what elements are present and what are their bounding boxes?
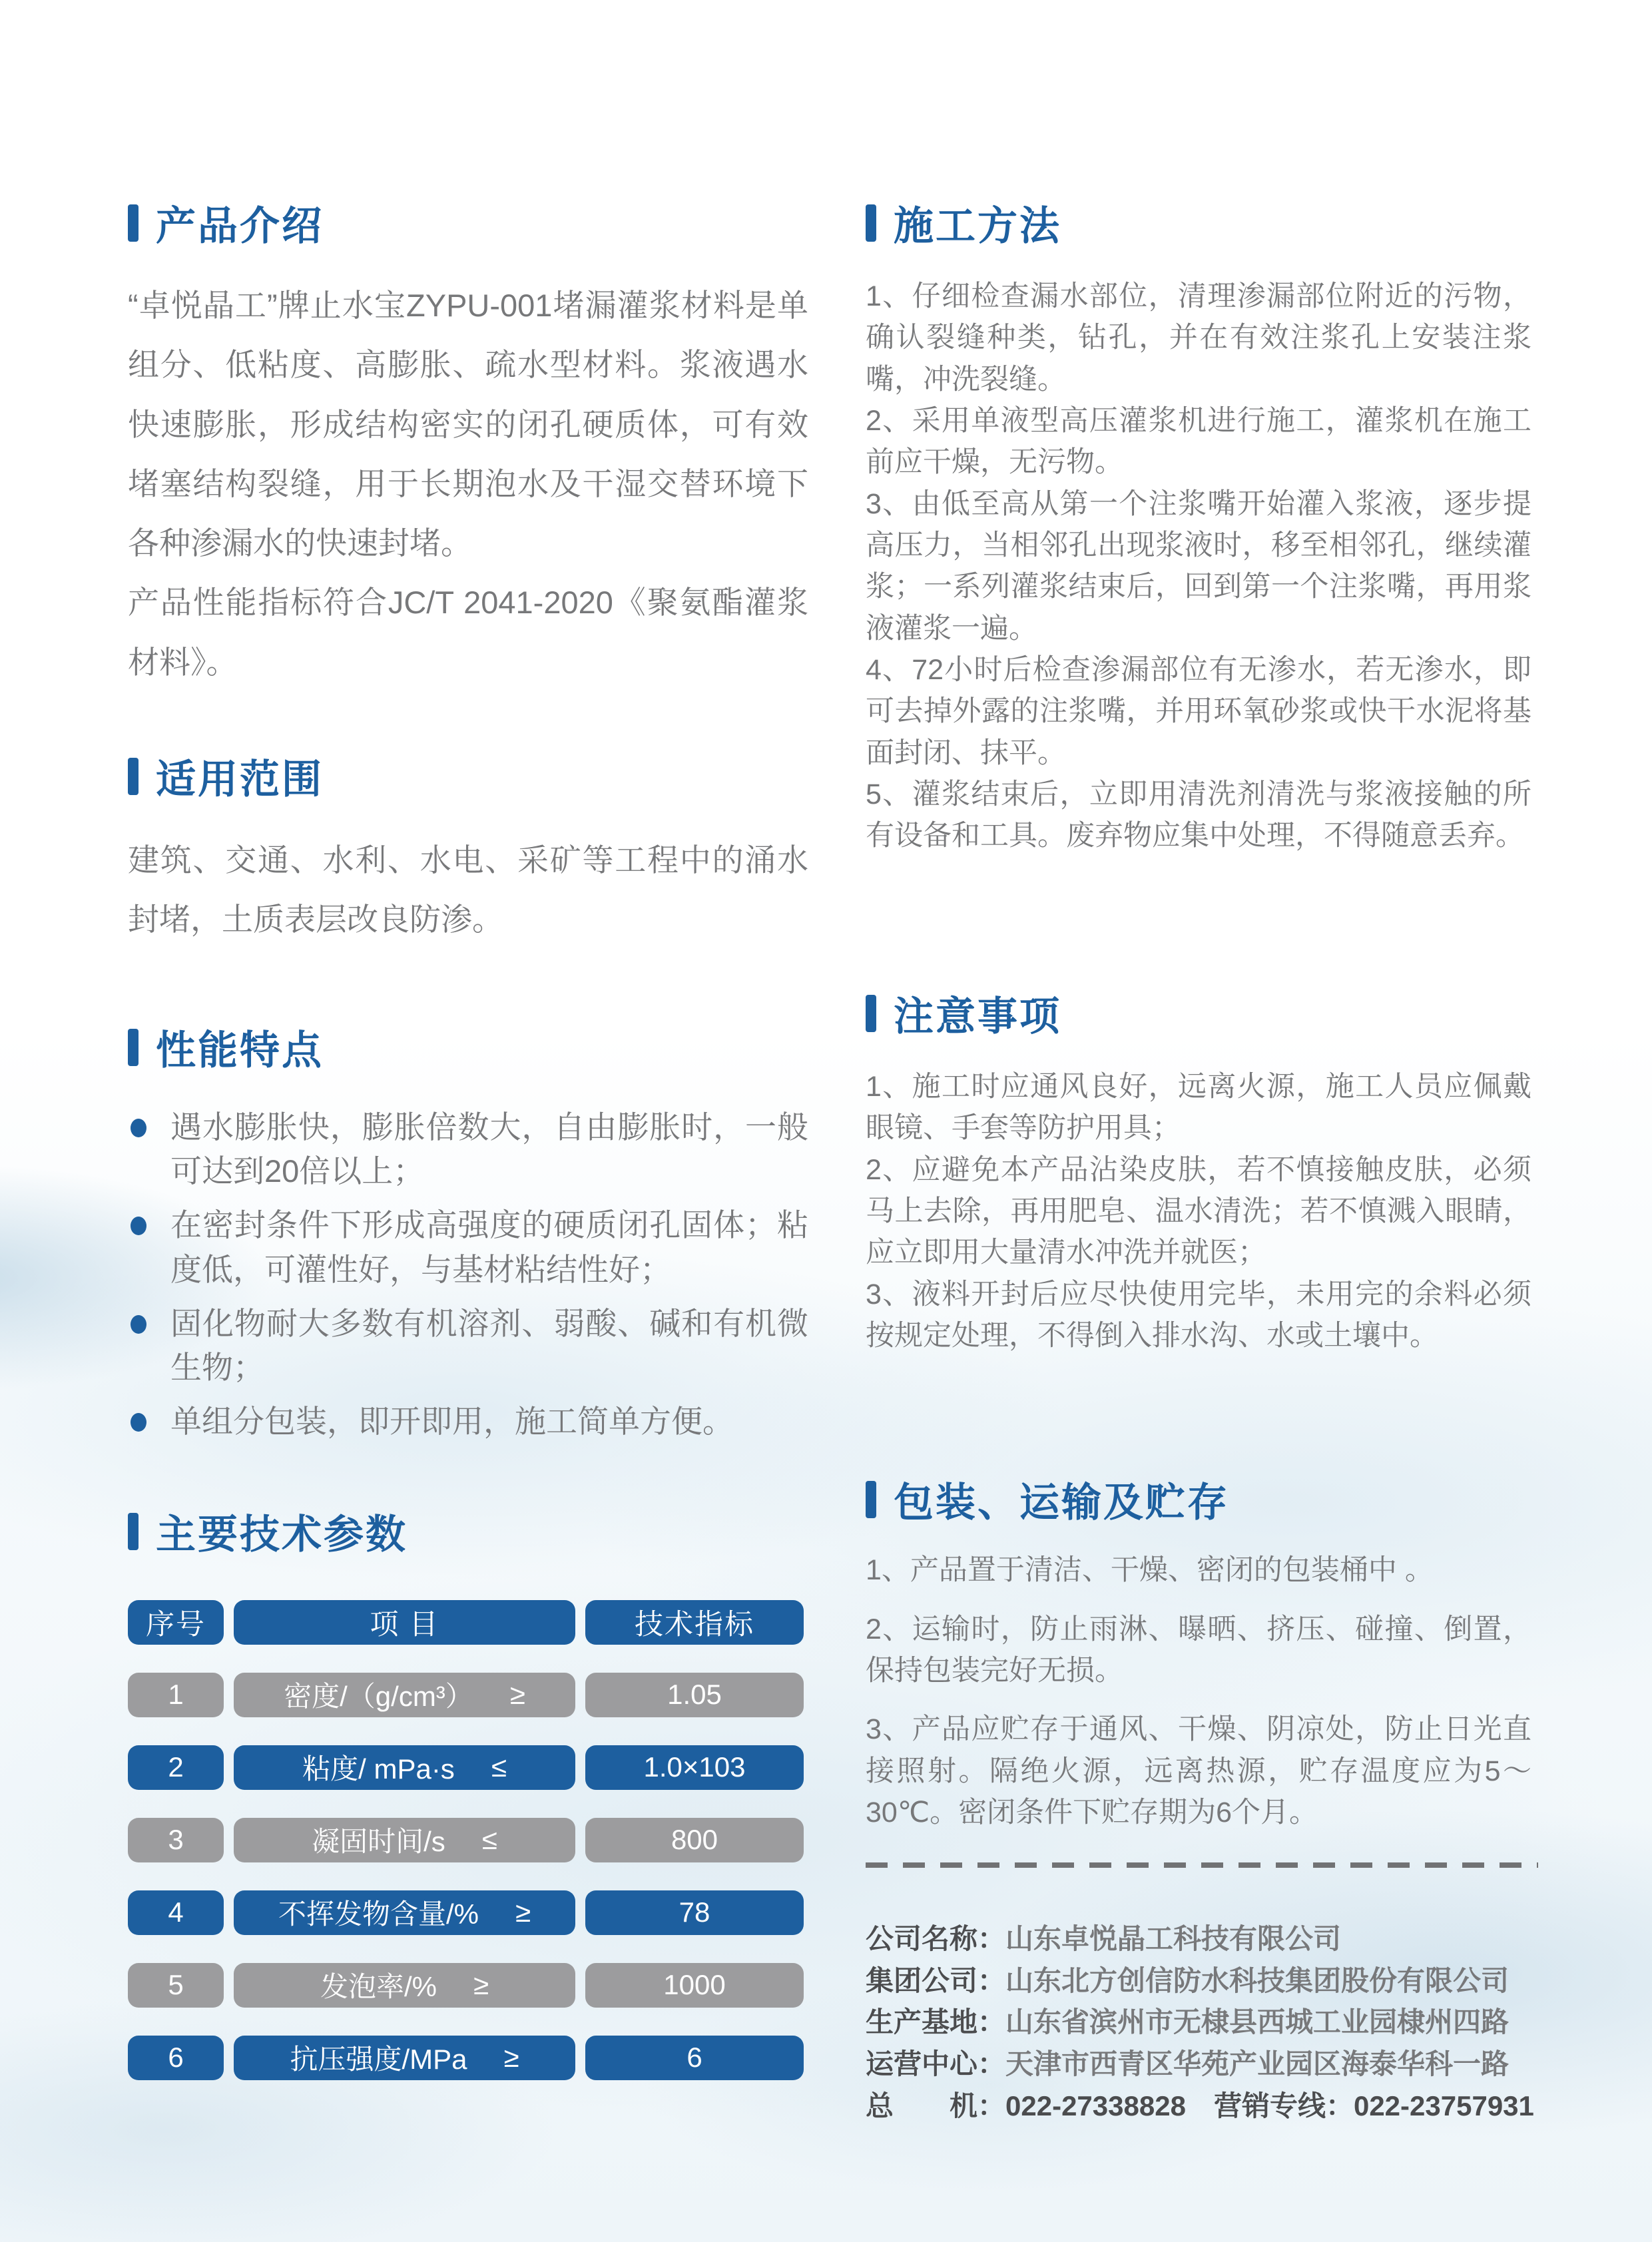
feature-list (128, 1105, 808, 1444)
section-bar-icon (866, 204, 876, 242)
section-bar-icon (866, 995, 876, 1032)
section-title: 包装、运输及贮存 (894, 1480, 1229, 1526)
method-step: 3、由低至高从第一个注浆嘴开始灌入浆液，逐步提高压力，当相邻孔出现浆液时，移至相邻孔，继续灌浆；一系列灌浆结束后，回到第一个注浆嘴，再用浆液灌浆一遍。 (866, 487, 1531, 645)
dashed-divider (866, 1862, 1538, 1868)
company-row (866, 2004, 1531, 2041)
table-cell-item (234, 1673, 575, 1717)
company-label: 公司名称： (866, 1923, 1006, 1955)
bullet-icon (131, 1217, 146, 1235)
item-label: 粘度/ mPa·s (302, 1753, 455, 1785)
table-cell-value: 1.0×103 (585, 1745, 804, 1790)
table-cell-no: 1 (128, 1673, 224, 1717)
table-cell-item (234, 2036, 575, 2080)
feature-text: 在密封条件下形成高强度的硬质闭孔固体；粘度低，可灌性好，与基材粘结性好； (170, 1207, 808, 1287)
feature-item (128, 1203, 808, 1292)
company-label: 运营中心： (866, 2048, 1006, 2080)
table-cell-value: 6 (585, 2036, 804, 2080)
company-info (866, 1921, 1534, 2124)
feature-item (128, 1400, 808, 1444)
section-title: 主要技术参数 (156, 1512, 408, 1557)
item-label: 密度/（g/cm³） (284, 1681, 473, 1713)
bullet-icon (131, 1119, 146, 1137)
table-cell-no: 3 (128, 1818, 224, 1862)
bullet-icon (131, 1413, 146, 1432)
table-cell-no: 2 (128, 1745, 224, 1790)
table-header-item: 项 目 (234, 1600, 575, 1645)
company-label: 集团公司： (866, 1964, 1006, 1996)
right-column (866, 200, 1534, 2129)
section-params (128, 1508, 808, 1555)
table-header-value: 技术指标 (585, 1600, 804, 1645)
section-bar-icon (128, 204, 138, 242)
feature-item (128, 1302, 808, 1390)
feature-item (128, 1105, 808, 1194)
company-row (866, 1921, 1531, 1958)
company-value: 山东省滨州市无棣县西城工业园棣州四路 (1005, 2006, 1510, 2038)
intro-paragraph-standard: 产品性能指标符合JC/T 2041-2020《聚氨酯灌浆材料》。 (128, 585, 808, 680)
feature-text: 遇水膨胀快，膨胀倍数大，自由膨胀时，一般可达到20倍以上； (170, 1109, 808, 1189)
company-phone-row (866, 2088, 1534, 2125)
comparator: ≤ (481, 1824, 497, 1856)
section-title: 注意事项 (894, 993, 1061, 1039)
comparator: ≤ (491, 1751, 507, 1783)
method-step: 2、采用单液型高压灌浆机进行施工，灌浆机在施工前应干燥，无污物。 (866, 405, 1531, 479)
method-step: 1、仔细检查漏水部位，清理渗漏部位附近的污物，确认裂缝种类，钻孔，并在有效注浆孔上安装注浆嘴，冲洗裂缝。 (866, 280, 1531, 396)
section-features (128, 1024, 808, 1071)
table-cell-item (234, 1963, 575, 2008)
section-title: 性能特点 (156, 1027, 324, 1073)
comparator: ≥ (509, 1679, 525, 1711)
note-item: 2、应避免本产品沾染皮肤，若不慎接触皮肤，必须马上去除，再用肥皂、温水清洗；若不慎溅入眼睛，应立即用大量清水冲洗并就医； (866, 1153, 1531, 1269)
section-method (866, 200, 1531, 246)
phone-label: 总 机： (866, 2090, 1006, 2121)
company-row (866, 1963, 1531, 2000)
company-label: 生产基地： (866, 2006, 1006, 2038)
sales-line-label: 营销专线： (1213, 2090, 1354, 2121)
note-item: 3、液料开封后应尽快使用完毕，未用完的余料必须按规定处理，不得倒入排水沟、水或土壤中。 (866, 1278, 1531, 1352)
section-storage (866, 1476, 1531, 1526)
table-cell-value: 800 (585, 1818, 804, 1862)
section-title: 适用范围 (156, 757, 324, 802)
section-title: 产品介绍 (156, 204, 324, 248)
storage-item: 2、运输时，防止雨淋、曝晒、挤压、碰撞、倒置，保持包装完好无损。 (866, 1613, 1531, 1687)
item-label: 发泡率/% (320, 1971, 437, 2003)
feature-text: 单组分包装，即开即用，施工简单方便。 (170, 1404, 734, 1440)
company-value: 山东卓悦晶工科技有限公司 (1005, 1923, 1342, 1955)
table-cell-no: 5 (128, 1963, 224, 2008)
sales-line-value: 022-23757931 (1353, 2090, 1534, 2121)
table-cell-item (234, 1890, 575, 1935)
section-bar-icon (866, 1481, 876, 1518)
section-bar-icon (128, 1513, 138, 1550)
feature-text: 固化物耐大多数有机溶剂、弱酸、碱和有机微生物； (170, 1305, 808, 1386)
storage-item: 3、产品应贮存于通风、干燥、阴凉处，防止日光直接照射。隔绝火源，远离热源，贮存温度应为5～30℃。密闭条件下贮存期为6个月。 (866, 1713, 1531, 1828)
comparator: ≥ (503, 2042, 519, 2074)
note-item: 1、施工时应通风良好，远离火源，施工人员应佩戴眼镜、手套等防护用具； (866, 1070, 1531, 1145)
left-column (128, 200, 808, 2080)
section-notes (866, 990, 1531, 1037)
table-cell-no: 6 (128, 2036, 224, 2080)
bullet-icon (131, 1315, 146, 1334)
section-bar-icon (128, 758, 138, 795)
storage-item: 1、产品置于清洁、干燥、密闭的包装桶中 。 (866, 1554, 1434, 1587)
item-label: 不挥发物含量/% (278, 1898, 479, 1930)
table-cell-value: 78 (585, 1890, 804, 1935)
table-cell-no: 4 (128, 1890, 224, 1935)
item-label: 凝固时间/s (312, 1826, 445, 1858)
table-cell-item (234, 1818, 575, 1862)
section-product-intro (128, 200, 808, 246)
item-label: 抗压强度/MPa (290, 2044, 467, 2076)
section-scope (128, 753, 808, 800)
method-step: 5、灌浆结束后，立即用清洗剂清洗与浆液接触的所有设备和工具。废弃物应集中处理，不得随意丢弃。 (866, 778, 1531, 852)
phone-value: 022-27338828 (1005, 2090, 1186, 2121)
comparator: ≥ (515, 1896, 531, 1928)
section-bar-icon (128, 1029, 138, 1066)
company-value: 天津市西青区华苑产业园区海泰华科一路 (1005, 2048, 1510, 2080)
section-title: 施工方法 (894, 204, 1061, 248)
company-value: 山东北方创信防水科技集团股份有限公司 (1005, 1964, 1510, 1996)
table-cell-value: 1.05 (585, 1673, 804, 1717)
table-cell-item (234, 1745, 575, 1790)
params-table (128, 1600, 808, 2080)
intro-paragraph: “卓悦晶工”牌止水宝ZYPU-001堵漏灌浆材料是单组分、低粘度、高膨胀、疏水型材料。浆液遇水快速膨胀，形成结构密实的闭孔硬质体，可有效堵塞结构裂缝，用于长期泡水及干湿交替环境下各种渗漏水的快速封堵。 (128, 288, 808, 561)
method-step: 4、72小时后检查渗漏部位有无渗水，若无渗水，即可去掉外露的注浆嘴，并用环氧砂浆或快干水泥将基面封闭、抹平。 (866, 654, 1531, 769)
table-cell-value: 1000 (585, 1963, 804, 2008)
table-header-no: 序号 (128, 1600, 224, 1645)
company-row (866, 2046, 1531, 2083)
scope-paragraph: 建筑、交通、水利、水电、采矿等工程中的涌水封堵，土质表层改良防渗。 (128, 842, 808, 938)
comparator: ≥ (473, 1969, 489, 2001)
